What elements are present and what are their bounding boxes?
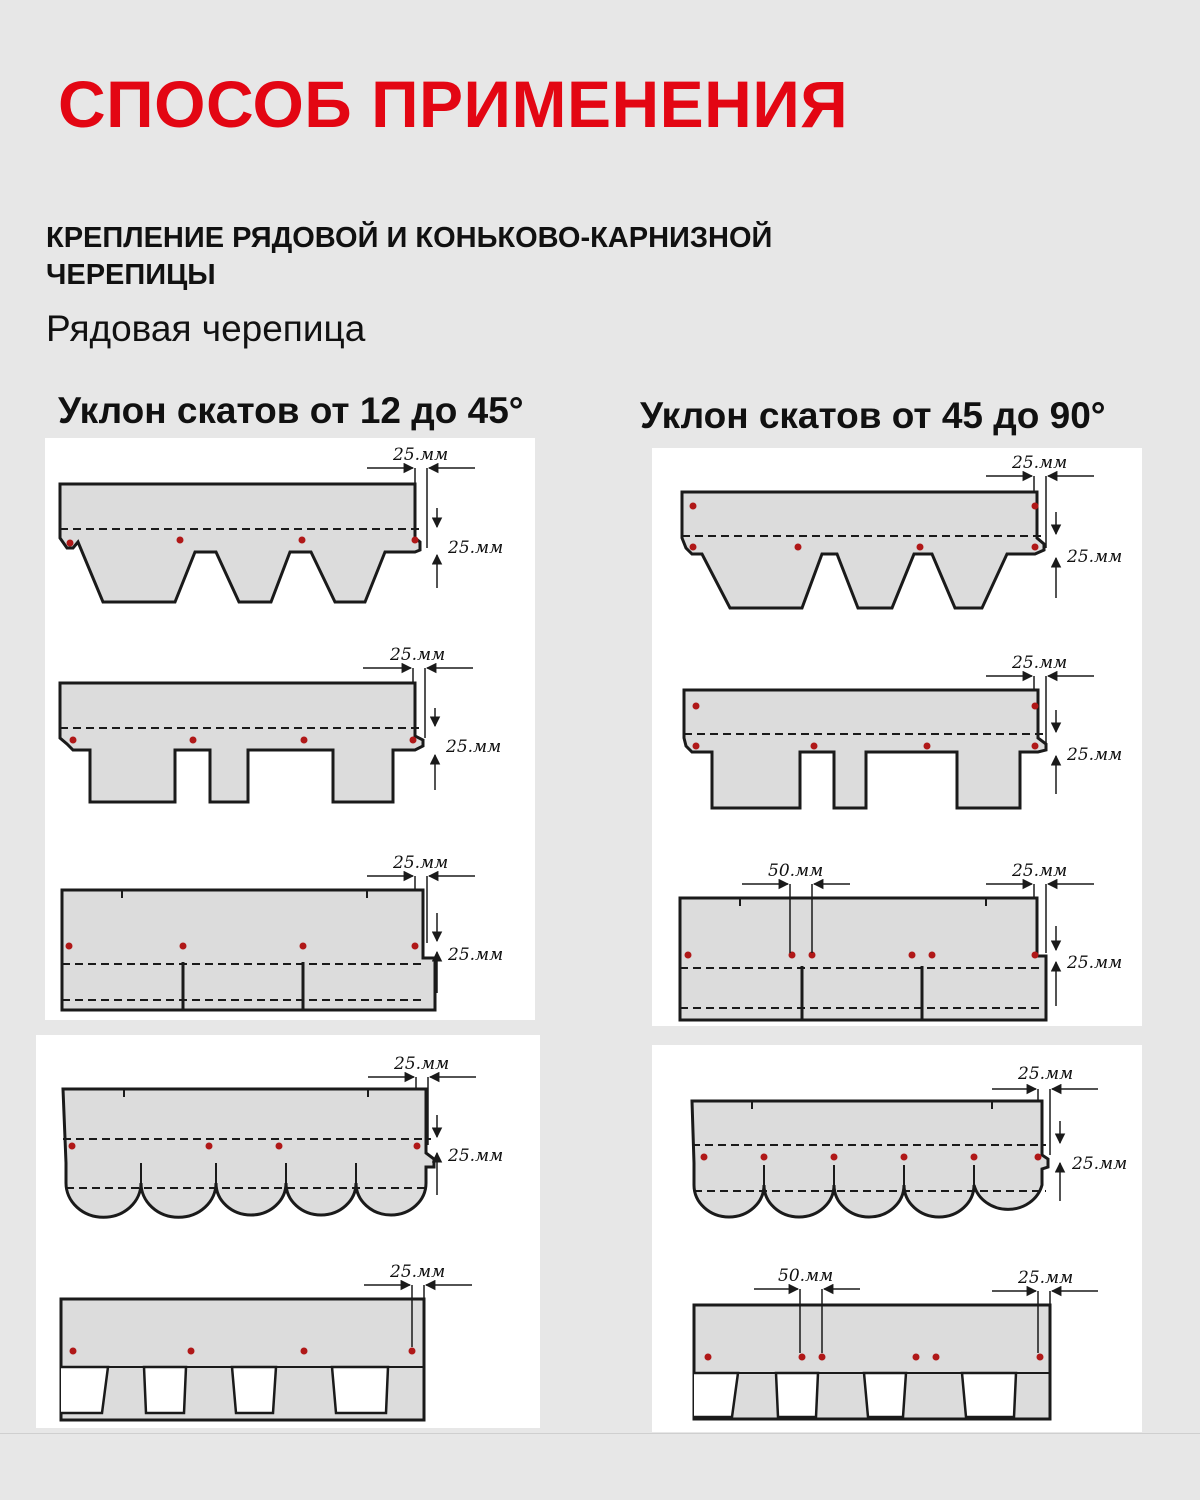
nail-point [917,544,924,551]
diagram-hexagonal-shingle-steep [682,453,1122,608]
nail-point [66,943,73,950]
nail-point [414,1143,421,1150]
nail-point [206,1143,213,1150]
diagram-brick-shingle-steep [694,1266,1098,1419]
right-column-heading: Уклон скатов от 45 до 90° [640,395,1106,436]
nail-point [69,1143,76,1150]
nail-point [831,1154,838,1161]
nail-point [1032,544,1039,551]
nail-point [180,943,187,950]
dim-label: 25.мм [390,645,446,665]
dim-label: 25.мм [1018,1268,1074,1288]
dim-label: 25.мм [393,853,449,873]
nail-point [412,943,419,950]
diagram-plain-shingle-steep [680,861,1122,1020]
nail-point [1032,952,1039,959]
nail-point [410,737,417,744]
diagram-plain-shingle [62,853,503,1010]
nail-point [693,743,700,750]
nail-point [188,1348,195,1355]
dim-label: 50.мм [768,861,824,881]
nail-point [1032,503,1039,510]
nail-point [1032,703,1039,710]
nail-point [924,743,931,750]
left-panel-bottom [36,1035,540,1428]
left-panel-top-svg [45,438,535,1020]
diagram-hexagonal-shingle [60,445,503,602]
dim-label: 25.мм [1012,653,1068,673]
nail-point [190,737,197,744]
nail-point [299,537,306,544]
nail-point [811,743,818,750]
nail-point [795,544,802,551]
dim-label: 25.мм [1012,453,1068,473]
nail-point [300,943,307,950]
nail-point [819,1354,826,1361]
dim-label: 25.мм [1067,547,1123,567]
nail-point [971,1154,978,1161]
nail-point [693,703,700,710]
diagram-brick-shingle [61,1262,472,1420]
left-panel-top [45,438,535,1020]
nail-point [705,1354,712,1361]
nail-point [70,1348,77,1355]
nail-point [901,1154,908,1161]
nail-point [1032,743,1039,750]
dim-label: 25.мм [1072,1154,1128,1174]
left-panel-bottom-svg [36,1035,540,1428]
dim-label: 25.мм [448,538,504,558]
dim-label: 25.мм [448,945,504,965]
nail-point [70,737,77,744]
diagram-beaver-tail-shingle-steep [692,1064,1127,1217]
subtitle: Рядовая черепица [46,308,366,349]
nail-point [409,1348,416,1355]
diagram-rectangular-shingle [60,645,501,802]
nail-point [913,1354,920,1361]
nail-point [177,537,184,544]
nail-point [685,952,692,959]
nail-point [701,1154,708,1161]
dim-label: 25.мм [1067,953,1123,973]
nail-point [929,952,936,959]
nail-point [276,1143,283,1150]
nail-point [761,1154,768,1161]
nail-point [301,737,308,744]
nail-point [690,544,697,551]
dim-label: 25.мм [390,1262,446,1282]
dim-label: 25.мм [393,445,449,465]
left-column-heading: Уклон скатов от 12 до 45° [58,390,524,431]
nail-point [909,952,916,959]
dim-label: 25.мм [1018,1064,1074,1084]
nail-point [67,540,74,547]
nail-point [1035,1154,1042,1161]
nail-point [301,1348,308,1355]
right-panel-top [652,448,1142,1026]
nail-point [799,1354,806,1361]
nail-point [690,503,697,510]
nail-point [1037,1354,1044,1361]
diagram-beaver-tail-shingle [63,1054,503,1217]
nail-point [412,537,419,544]
dim-label: 25.мм [394,1054,450,1074]
page-title: СПОСОБ ПРИМЕНЕНИЯ [58,67,849,141]
right-panel-bottom-svg [652,1045,1142,1432]
section-title: КРЕПЛЕНИЕ РЯДОВОЙ И КОНЬКОВО-КАРНИЗНОЙ ЧЕРЕПИЦЫ [46,222,773,291]
bottom-divider [0,1433,1200,1434]
dim-label: 25.мм [446,737,502,757]
dim-label: 25.мм [1067,745,1123,765]
diagram-rectangular-shingle-steep [684,653,1122,808]
right-panel-top-svg [652,448,1142,1026]
dim-label: 25.мм [448,1146,504,1166]
dim-label: 25.мм [1012,861,1068,881]
nail-point [933,1354,940,1361]
dim-label: 50.мм [778,1266,834,1286]
right-panel-bottom [652,1045,1142,1432]
